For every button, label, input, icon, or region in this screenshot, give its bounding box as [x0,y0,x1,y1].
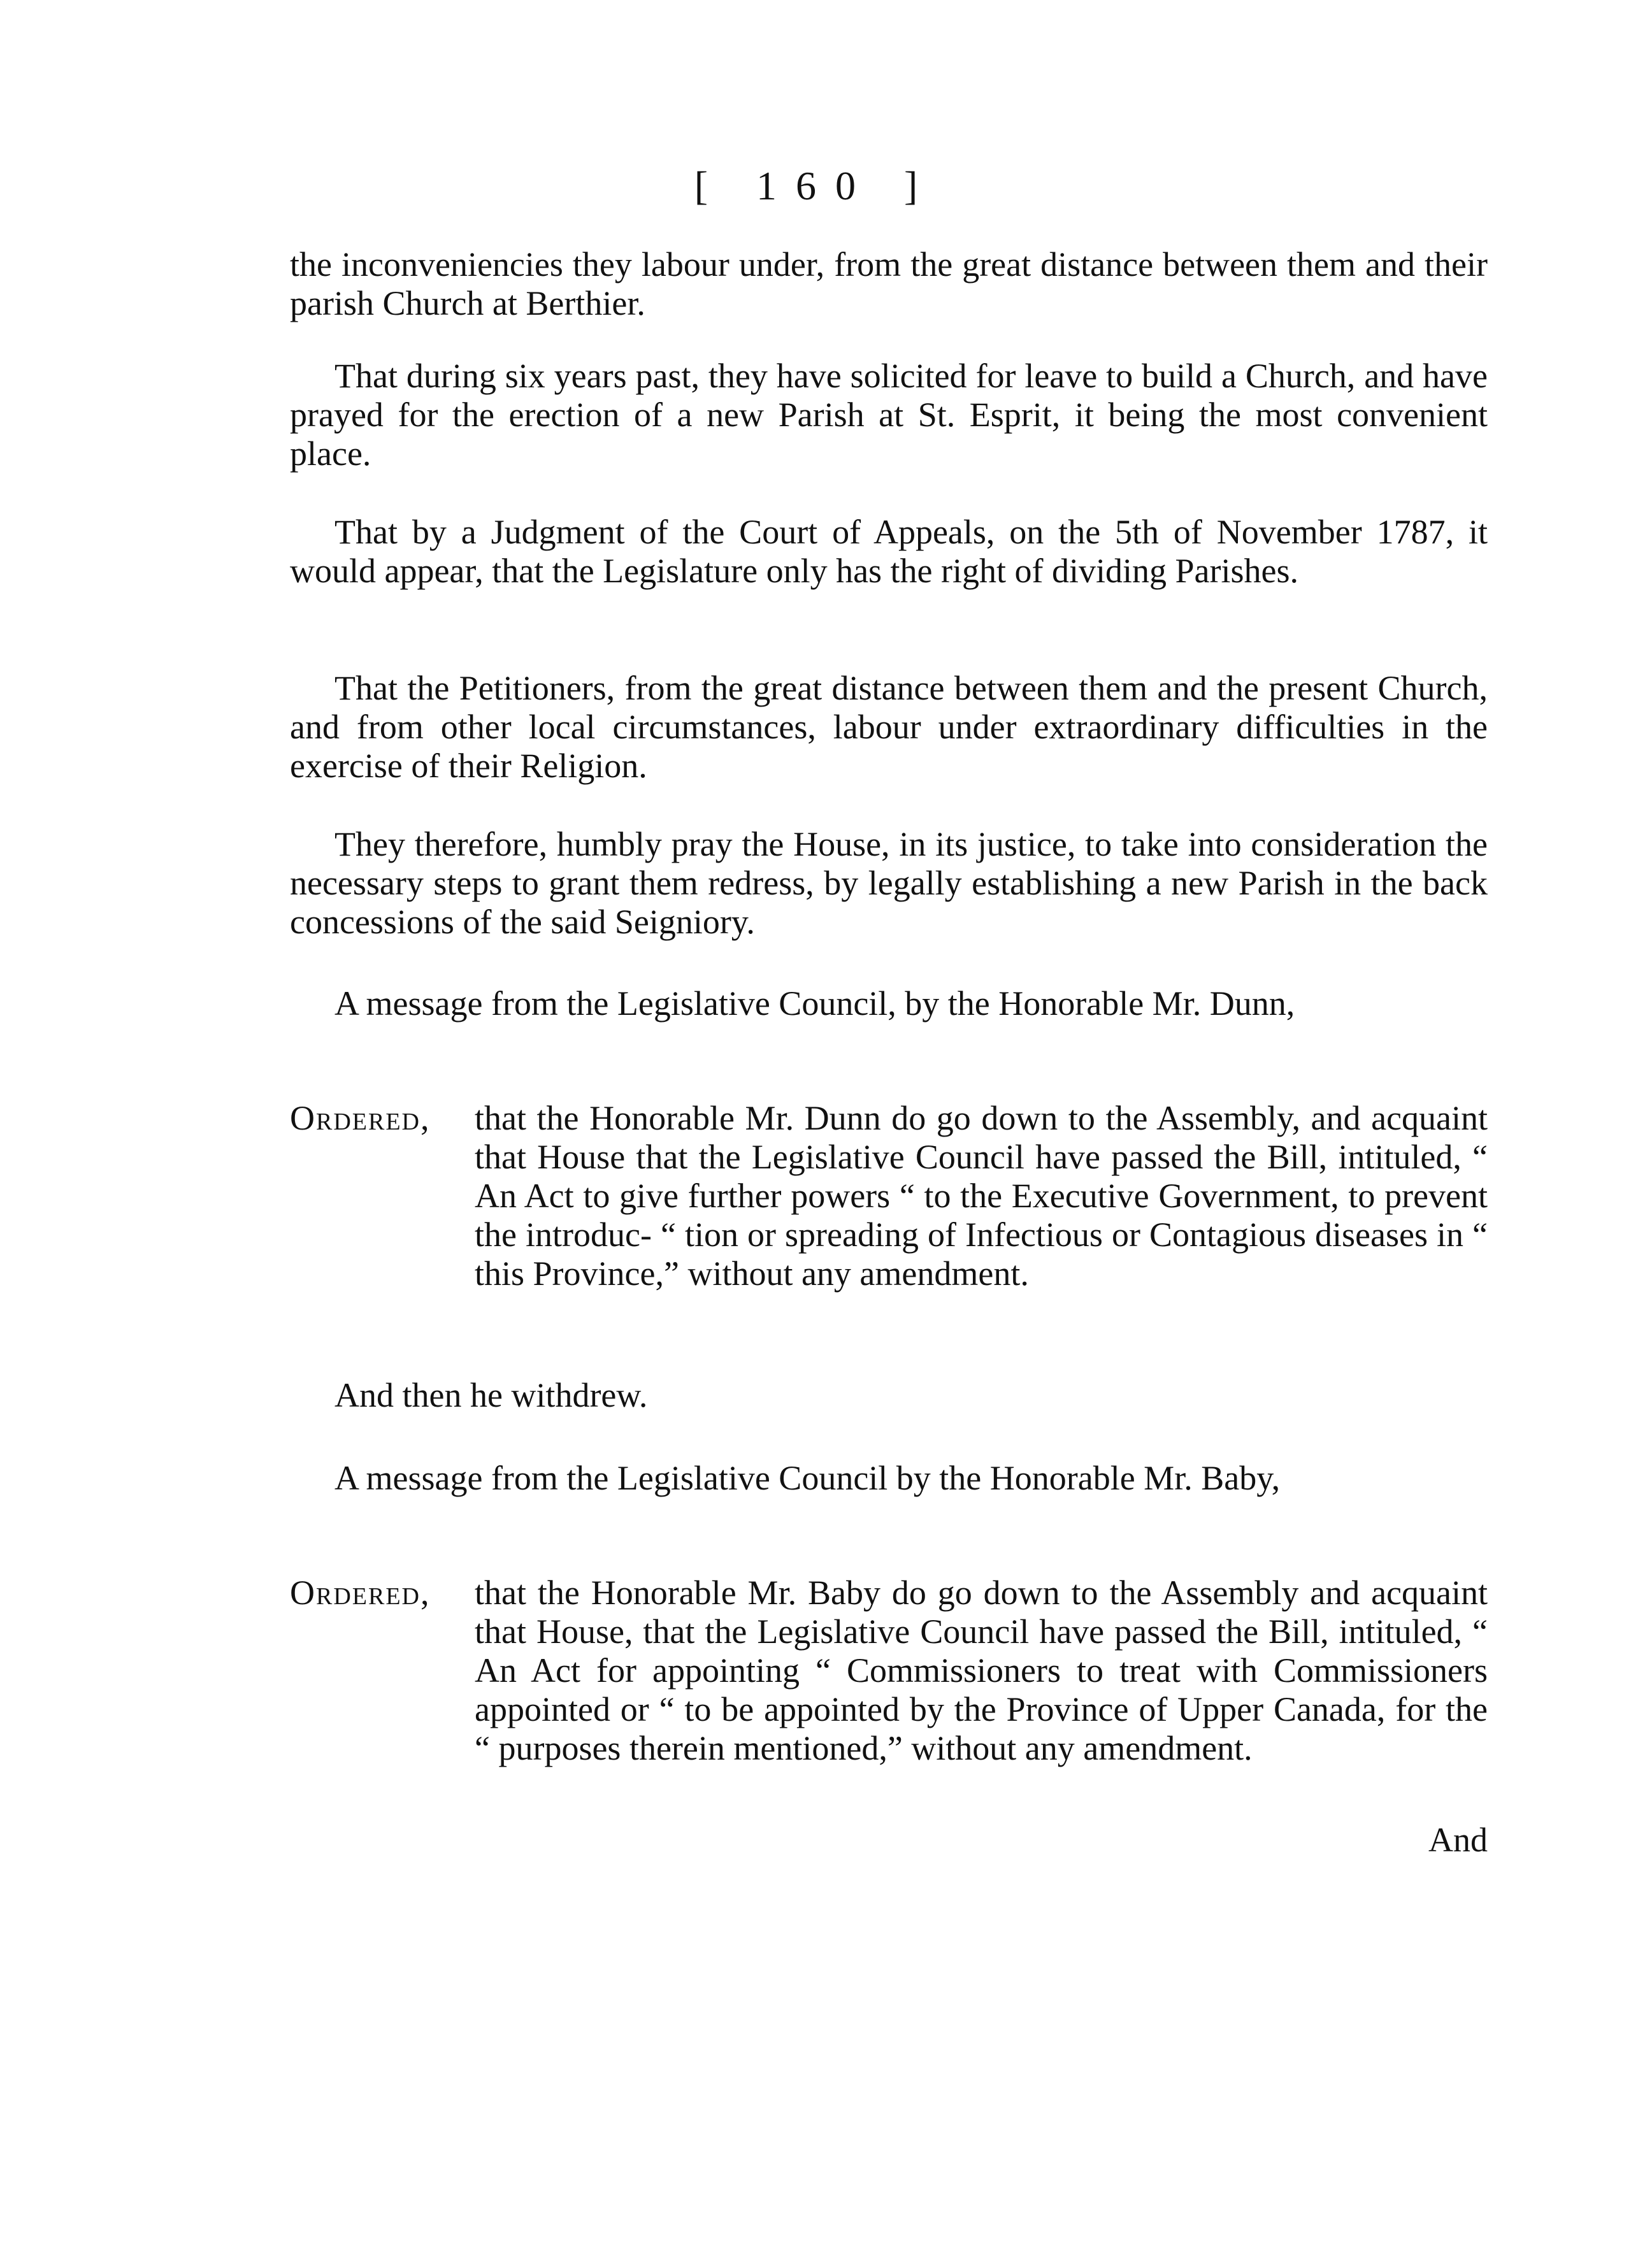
paragraph-judgment: That by a Judgment of the Court of Appeals, on the 5th of November 1787, it would appear, that the Legislature only has the right of dividing Parishes. [290,513,1488,590]
order-label-dunn: Ordered, [290,1099,431,1137]
paragraph-six-years: That during six years past, they have solicited for leave to build a Church, and have prayed for the erection of a new Parish at St. Esprit, it being the most convenient place. [290,357,1488,473]
paragraph-withdrew: And then he withdrew. [334,1376,648,1414]
paragraph-distance: the inconveniencies they labour under, from the great distance between them and their parish Church at Berthier. [290,245,1488,322]
paragraph-petitioners: That the Petitioners, from the great distance between them and the present Church, and from other local circumstances, labour under extraordinary difficulties in the exercise of their Religion. [290,669,1488,785]
paragraph-prayer: They therefore, humbly pray the House, in its justice, to take into consideration the necessary steps to grant them redress, by legally establishing a new Parish in the back concessions of the said Seigniory. [290,825,1488,941]
page-number: [ 160 ] [694,163,937,208]
order-text-dunn: that the Honorable Mr. Dunn do go down to the Assembly, and acquaint that House that the Legislative Council have passed the Bill, intituled, “ An Act to give further powers “ to the Executive Government, to prevent the introduc- “ tion or spreading of Infectious or Contagious diseases in “ this Province,” without any amendment. [475,1099,1488,1293]
paragraph-message-baby: A message from the Legislative Council by the Honorable Mr. Baby, [334,1459,1281,1497]
paragraph-message-dunn: A message from the Legislative Council, by the Honorable Mr. Dunn, [334,984,1295,1023]
order-text-baby: that the Honorable Mr. Baby do go down to the Assembly and acquaint that House, that the Legislative Council have passed the Bill, intituled, “ An Act for appointing “ Commissioners to treat with Commissioners appointed or “ to be appointed by the Province of Upper Canada, for the “ purposes therein mentioned,” without any amendment. [475,1574,1488,1767]
order-label-baby: Ordered, [290,1574,431,1612]
catchword: And [1428,1821,1488,1859]
